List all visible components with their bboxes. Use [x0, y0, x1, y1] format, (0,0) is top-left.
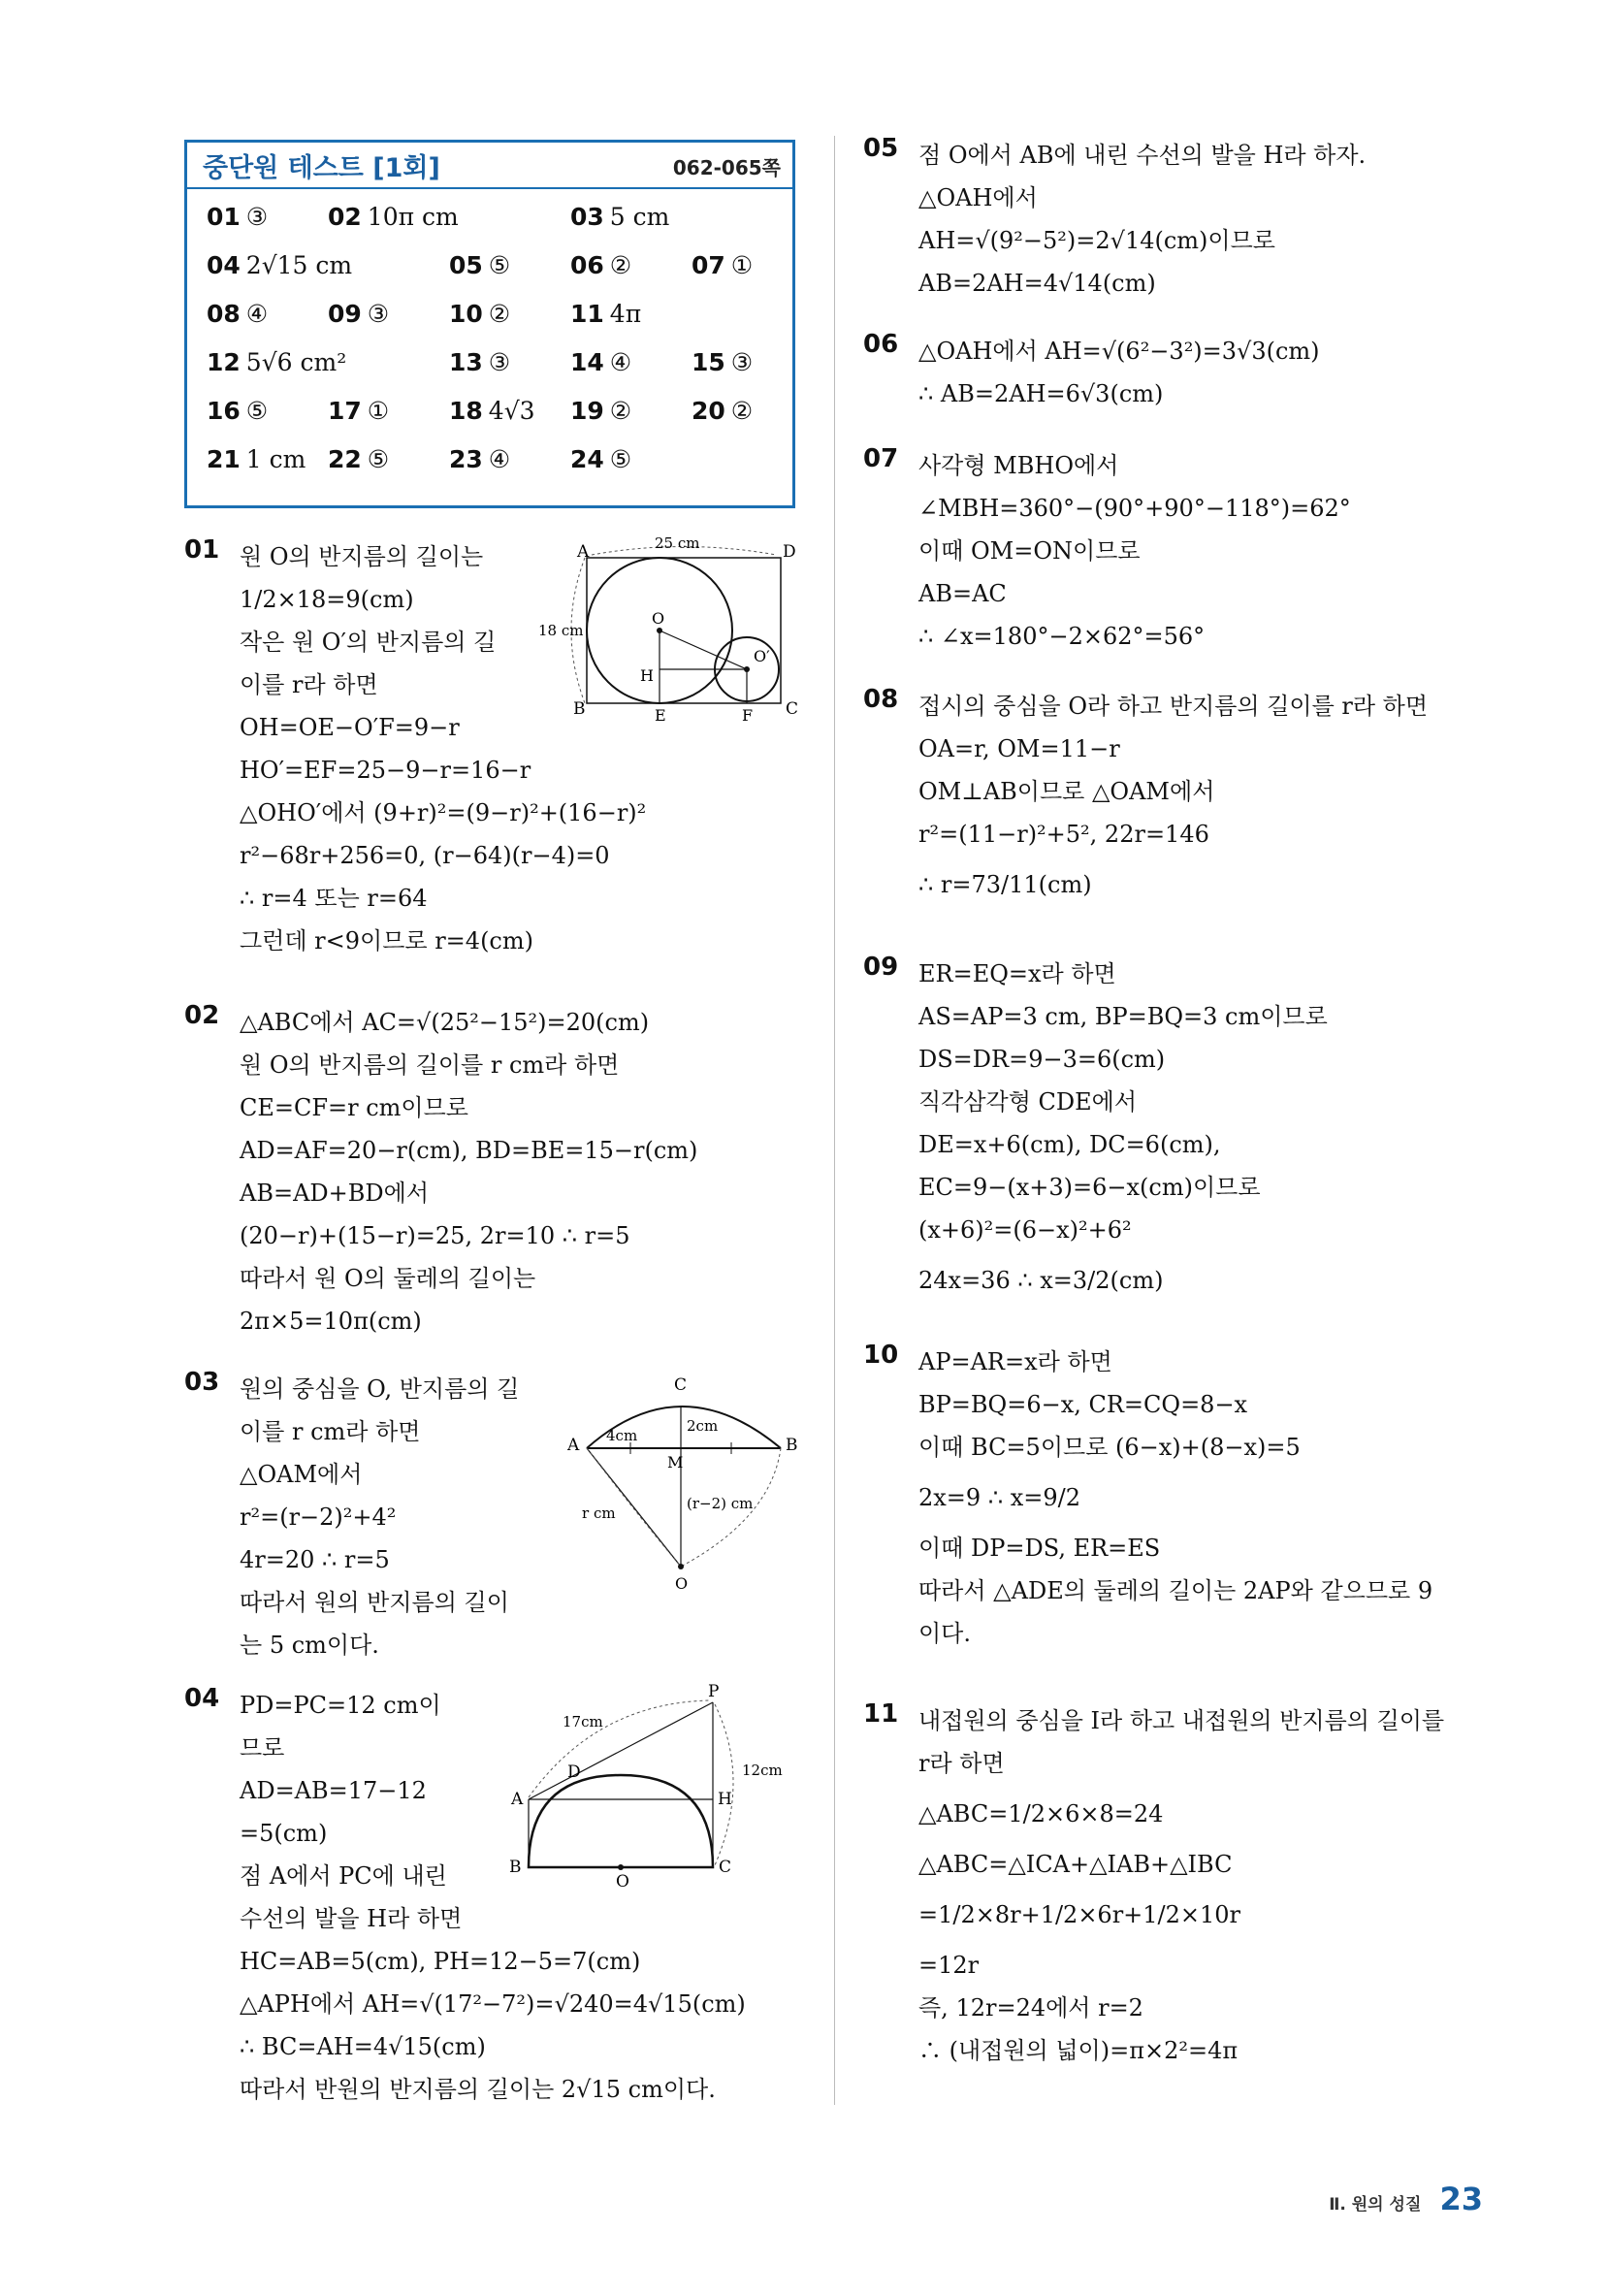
solution-line: AS=AP=3 cm, BP=BQ=3 cm이므로 — [918, 1003, 1328, 1030]
solution-line: AB=AD+BD에서 — [240, 1180, 430, 1207]
answer-key-header — [187, 143, 792, 189]
solution-line: 점 O에서 AB에 내린 수선의 발을 H라 하자. — [918, 142, 1367, 169]
solution-lines — [918, 953, 1328, 1310]
figure-04 — [499, 1683, 810, 1892]
label-H: H — [640, 666, 654, 685]
solution-line: ∴ r=73/11(cm) — [918, 871, 1092, 898]
answer-key-pages: 062-065쪽 — [672, 156, 781, 179]
problem-number: 06 — [863, 330, 899, 359]
solution-line: OA=r, OM=11−r — [918, 735, 1120, 762]
solution-line: △OAH에서 — [918, 184, 1038, 211]
answer-cell: 13 ③ — [449, 348, 511, 376]
answer-cell: 08 ④ — [207, 300, 269, 328]
problem-number: 07 — [863, 444, 899, 473]
solution-line: 이를 r cm라 하면 — [240, 1418, 421, 1445]
solution-line: 2x=9 ∴ x=9/2 — [918, 1484, 1080, 1511]
label-4cm: 4cm — [606, 1427, 638, 1444]
solution-line: r²−68r+256=0, (r−64)(r−4)=0 — [240, 842, 610, 869]
solution-line: DS=DR=9−3=6(cm) — [918, 1046, 1166, 1073]
solution-line: 따라서 원의 반지름의 길이 — [240, 1589, 509, 1616]
solution-line: △OAH에서 AH=√(6²−3²)=3√3(cm) — [918, 338, 1320, 365]
answer-key-grid — [207, 203, 788, 494]
solution-line: 원 O의 반지름의 길이는 — [240, 543, 484, 570]
solution-line: 즉, 12r=24에서 r=2 — [918, 1994, 1143, 2021]
answer-cell: 04 2√15 cm — [207, 251, 353, 279]
answer-cell: 21 1 cm — [207, 445, 306, 473]
problem-number: 08 — [863, 685, 899, 714]
solution-line: 접시의 중심을 O라 하고 반지름의 길이를 r라 하면 — [918, 693, 1429, 720]
label-B: B — [786, 1436, 798, 1455]
problem-number: 05 — [863, 134, 899, 163]
answer-row — [207, 445, 788, 494]
solution-line: 작은 원 O′의 반지름의 길 — [240, 629, 497, 656]
solution-lines — [918, 134, 1366, 305]
solution-line: BP=BQ=6−x, CR=CQ=8−x — [918, 1391, 1248, 1418]
answer-key-box — [184, 140, 795, 508]
answer-row — [207, 300, 788, 348]
solution-line: △ABC=1/2×6×8=24 — [918, 1800, 1164, 1827]
solution-line: 그런데 r<9이므로 r=4(cm) — [240, 927, 533, 954]
solution-line: r²=(11−r)²+5², 22r=146 — [918, 821, 1209, 848]
solution-line: AB=2AH=4√14(cm) — [918, 270, 1156, 297]
solution-lines — [918, 685, 1428, 914]
answer-cell: 05 ⑤ — [449, 251, 511, 279]
label-top-length: 25 cm — [655, 534, 700, 552]
solution-line: ∴ (내접원의 넓이)=π×2²=4π — [918, 2037, 1239, 2064]
solution-line: 사각형 MBHO에서 — [918, 452, 1119, 479]
solution-line: 4r=20 ∴ r=5 — [240, 1546, 390, 1573]
solution-line: AD=AF=20−r(cm), BD=BE=15−r(cm) — [240, 1137, 698, 1164]
label-O: O — [675, 1574, 689, 1593]
label-P: P — [708, 1683, 720, 1701]
page-footer — [1329, 2181, 1483, 2217]
answer-cell: 22 ⑤ — [328, 445, 390, 473]
label-D: D — [783, 542, 796, 562]
answer-cell: 24 ⑤ — [570, 445, 632, 473]
label-A: A — [511, 1790, 524, 1809]
solution-lines — [918, 1341, 1432, 1655]
label-E: E — [655, 706, 666, 725]
label-C: C — [719, 1858, 732, 1877]
solution-line: 원의 중심을 O, 반지름의 길 — [240, 1375, 520, 1403]
solution-line: ∠MBH=360°−(90°+90°−118°)=62° — [918, 495, 1351, 522]
solution-line: 따라서 반원의 반지름의 길이는 2√15 cm이다. — [240, 2076, 716, 2103]
solution-line: OH=OE−O′F=9−r — [240, 714, 460, 741]
solution-line: 수선의 발을 H라 하면 — [240, 1905, 463, 1932]
solution-line: 이때 OM=ON이므로 — [918, 537, 1141, 565]
label-A: A — [577, 542, 590, 562]
problem-number: 02 — [184, 1001, 220, 1030]
answer-row — [207, 397, 788, 445]
solution-line: △ABC=△ICA+△IAB+△IBC — [918, 1851, 1233, 1878]
solution-lines — [918, 1699, 1444, 2072]
answer-cell: 15 ③ — [692, 348, 754, 376]
answer-cell: 12 5√6 cm² — [207, 348, 347, 376]
solution-line: 2π×5=10π(cm) — [240, 1308, 422, 1335]
answer-cell: 07 ① — [692, 251, 754, 279]
column-divider — [834, 136, 835, 2105]
solution-line: 1/2×18=9(cm) — [240, 586, 414, 613]
solution-line: =12r — [918, 1952, 980, 1979]
solution-line: HC=AB=5(cm), PH=12−5=7(cm) — [240, 1948, 641, 1975]
label-O: O — [616, 1872, 629, 1892]
answer-key-title: 중단원 테스트 [1회] — [203, 153, 440, 183]
solution-line: 이때 DP=DS, ER=ES — [918, 1535, 1161, 1562]
label-r-minus-2: (r−2) cm — [687, 1495, 754, 1512]
answer-cell: 03 5 cm — [570, 203, 670, 231]
answer-cell: 02 10π cm — [328, 203, 459, 231]
solution-line: HO′=EF=25−9−r=16−r — [240, 757, 531, 784]
solution-line: △ABC에서 AC=√(25²−15²)=20(cm) — [240, 1009, 650, 1036]
label-C: C — [786, 699, 799, 719]
answer-row — [207, 251, 788, 300]
solution-line: PD=PC=12 cm이 — [240, 1692, 441, 1719]
answer-cell: 11 4π — [570, 300, 642, 328]
label-C: C — [674, 1375, 688, 1395]
solution-line: CE=CF=r cm이므로 — [240, 1094, 468, 1121]
solution-line: ∴ r=4 또는 r=64 — [240, 885, 428, 912]
solution-line: 이다. — [918, 1620, 971, 1647]
solution-line: OM⊥AB이므로 △OAM에서 — [918, 778, 1215, 805]
solution-lines — [240, 1368, 519, 1666]
answer-cell: 17 ① — [328, 397, 390, 425]
problem-number: 01 — [184, 535, 220, 565]
solution-line: 원 O의 반지름의 길이를 r cm라 하면 — [240, 1051, 620, 1079]
solution-lines — [918, 444, 1351, 658]
answer-cell: 16 ⑤ — [207, 397, 269, 425]
solution-line: r²=(r−2)²+4² — [240, 1504, 397, 1531]
answer-cell: 06 ② — [570, 251, 632, 279]
figure-01 — [538, 534, 810, 728]
solution-line: 직각삼각형 CDE에서 — [918, 1088, 1138, 1116]
answer-row — [207, 348, 788, 397]
solution-line: △OHO′에서 (9+r)²=(9−r)²+(16−r)² — [240, 799, 647, 826]
solution-line: 점 A에서 PC에 내린 — [240, 1862, 447, 1890]
label-F: F — [742, 706, 754, 725]
answer-cell: 01 ③ — [207, 203, 269, 231]
answer-cell: 09 ③ — [328, 300, 390, 328]
label-12cm: 12cm — [742, 1762, 783, 1779]
problem-number: 11 — [863, 1699, 899, 1729]
label-O: O — [652, 609, 665, 628]
figure-03 — [563, 1373, 805, 1596]
solution-line: △OAM에서 — [240, 1461, 363, 1488]
label-r-cm: r cm — [582, 1504, 616, 1522]
solution-line: ∴ BC=AH=4√15(cm) — [240, 2033, 486, 2060]
solution-lines — [240, 1001, 697, 1342]
solution-lines — [918, 330, 1320, 415]
solution-line: 는 5 cm이다. — [240, 1632, 379, 1659]
page-number: 23 — [1439, 2181, 1483, 2217]
problem-number: 09 — [863, 953, 899, 982]
solution-line: ER=EQ=x라 하면 — [918, 960, 1116, 987]
solution-line: AP=AR=x라 하면 — [918, 1348, 1112, 1375]
solution-line: EC=9−(x+3)=6−x(cm)이므로 — [918, 1174, 1261, 1201]
answer-cell: 18 4√3 — [449, 397, 535, 425]
label-A: A — [567, 1436, 580, 1455]
solution-line: 24x=36 ∴ x=3/2(cm) — [918, 1267, 1164, 1294]
solution-line: ∴ ∠x=180°−2×62°=56° — [918, 623, 1206, 650]
solution-line: =1/2×8r+1/2×6r+1/2×10r — [918, 1901, 1241, 1928]
answer-cell: 23 ④ — [449, 445, 511, 473]
problem-number: 04 — [184, 1684, 220, 1713]
solution-line: DE=x+6(cm), DC=6(cm), — [918, 1131, 1221, 1158]
solution-line: =5(cm) — [240, 1820, 328, 1847]
answer-cell: 19 ② — [570, 397, 632, 425]
problem-number: 10 — [863, 1341, 899, 1370]
label-D: D — [567, 1762, 581, 1782]
solution-line: 이때 BC=5이므로 (6−x)+(8−x)=5 — [918, 1434, 1301, 1461]
solution-line: AD=AB=17−12 — [240, 1777, 427, 1804]
solution-line: 따라서 △ADE의 둘레의 길이는 2AP와 같으므로 9 — [918, 1577, 1433, 1604]
solution-line: r라 하면 — [918, 1750, 1005, 1777]
solution-line: 내접원의 중심을 I라 하고 내접원의 반지름의 길이를 — [918, 1707, 1445, 1734]
solution-line: 따라서 원 O의 둘레의 길이는 — [240, 1265, 536, 1292]
label-B: B — [573, 699, 586, 719]
solution-line: (20−r)+(15−r)=25, 2r=10 ∴ r=5 — [240, 1222, 630, 1249]
solution-line: (x+6)²=(6−x)²+6² — [918, 1216, 1132, 1244]
problem-number: 03 — [184, 1368, 220, 1397]
label-2cm: 2cm — [687, 1417, 719, 1435]
label-H: H — [718, 1790, 732, 1809]
answer-cell: 10 ② — [449, 300, 511, 328]
chapter-label: Ⅱ. 원의 성질 — [1329, 2195, 1422, 2215]
label-side-length: 18 cm — [538, 622, 584, 639]
label-B: B — [509, 1858, 522, 1877]
solution-line: AB=AC — [918, 580, 1007, 607]
answer-row — [207, 203, 788, 251]
solution-line: △APH에서 AH=√(17²−7²)=√240=4√15(cm) — [240, 1990, 746, 2018]
solution-line: 므로 — [240, 1734, 285, 1762]
label-O-prime: O′ — [754, 647, 770, 665]
answer-cell: 20 ② — [692, 397, 754, 425]
solution-line: 이를 r라 하면 — [240, 671, 378, 698]
label-17cm: 17cm — [563, 1713, 603, 1730]
label-M: M — [667, 1453, 684, 1471]
answer-cell: 14 ④ — [570, 348, 632, 376]
solution-line: ∴ AB=2AH=6√3(cm) — [918, 380, 1164, 407]
solution-line: AH=√(9²−5²)=2√14(cm)이므로 — [918, 227, 1275, 254]
